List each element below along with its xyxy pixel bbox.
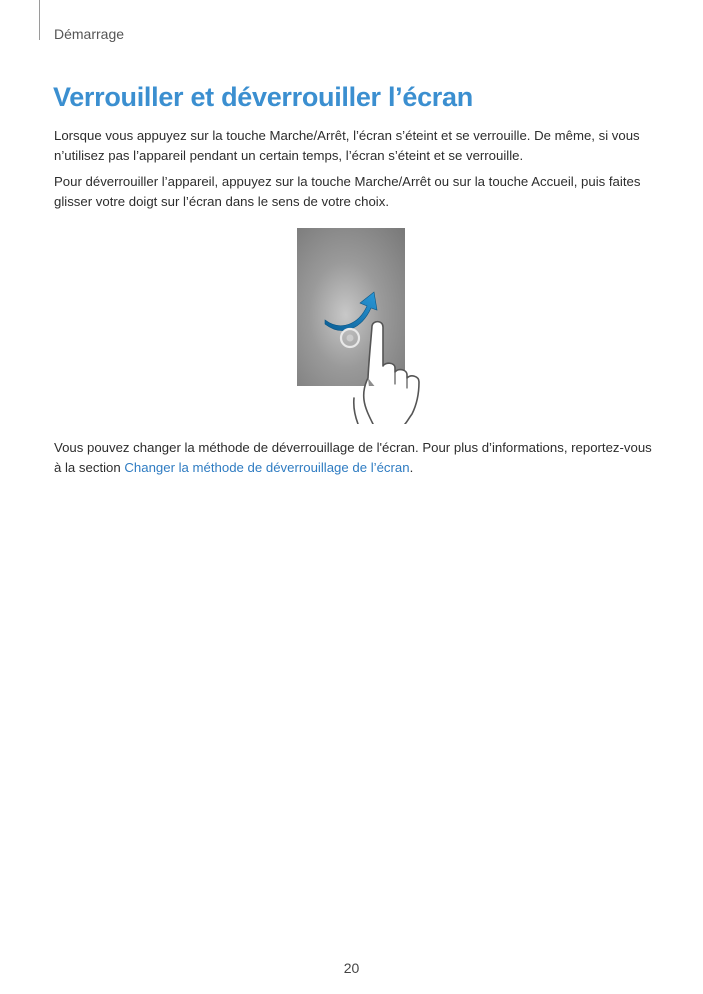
unlock-method-link[interactable]: Changer la méthode de déverrouillage de l’écran [124,460,410,475]
swipe-unlock-icon [297,228,437,424]
page-number: 20 [343,960,360,976]
margin-rule [39,0,40,40]
paragraph-unlock-info: Pour déverrouiller l’appareil, appuyez sur la touche Marche/Arrêt ou sur la touche Accueil, puis faites glisser votre doigt sur l’écran dans le sens de votre choix. [54,174,641,209]
swipe-unlock-illustration [297,228,437,424]
paragraph-unlock-method-end: . [409,460,414,475]
paragraph-unlock-method-text: Vous pouvez changer la méthode de déverrouillage de l'écran. Pour plus d’informations, reportez-vous à la section [54,440,652,475]
section-label: Démarrage [54,26,125,42]
paragraph-unlock-method [54,438,654,478]
paragraph-lock-info: Lorsque vous appuyez sur la touche Marche/Arrêt, l’écran s’éteint et se verrouille. De même, si vous n’utilisez pas l’appareil pendant un certain temps, l’écran s’éteint et se verrouille. [54,128,640,163]
page-title: Verrouiller et déverrouiller l’écran [53,82,473,112]
phone-screen [297,228,405,386]
